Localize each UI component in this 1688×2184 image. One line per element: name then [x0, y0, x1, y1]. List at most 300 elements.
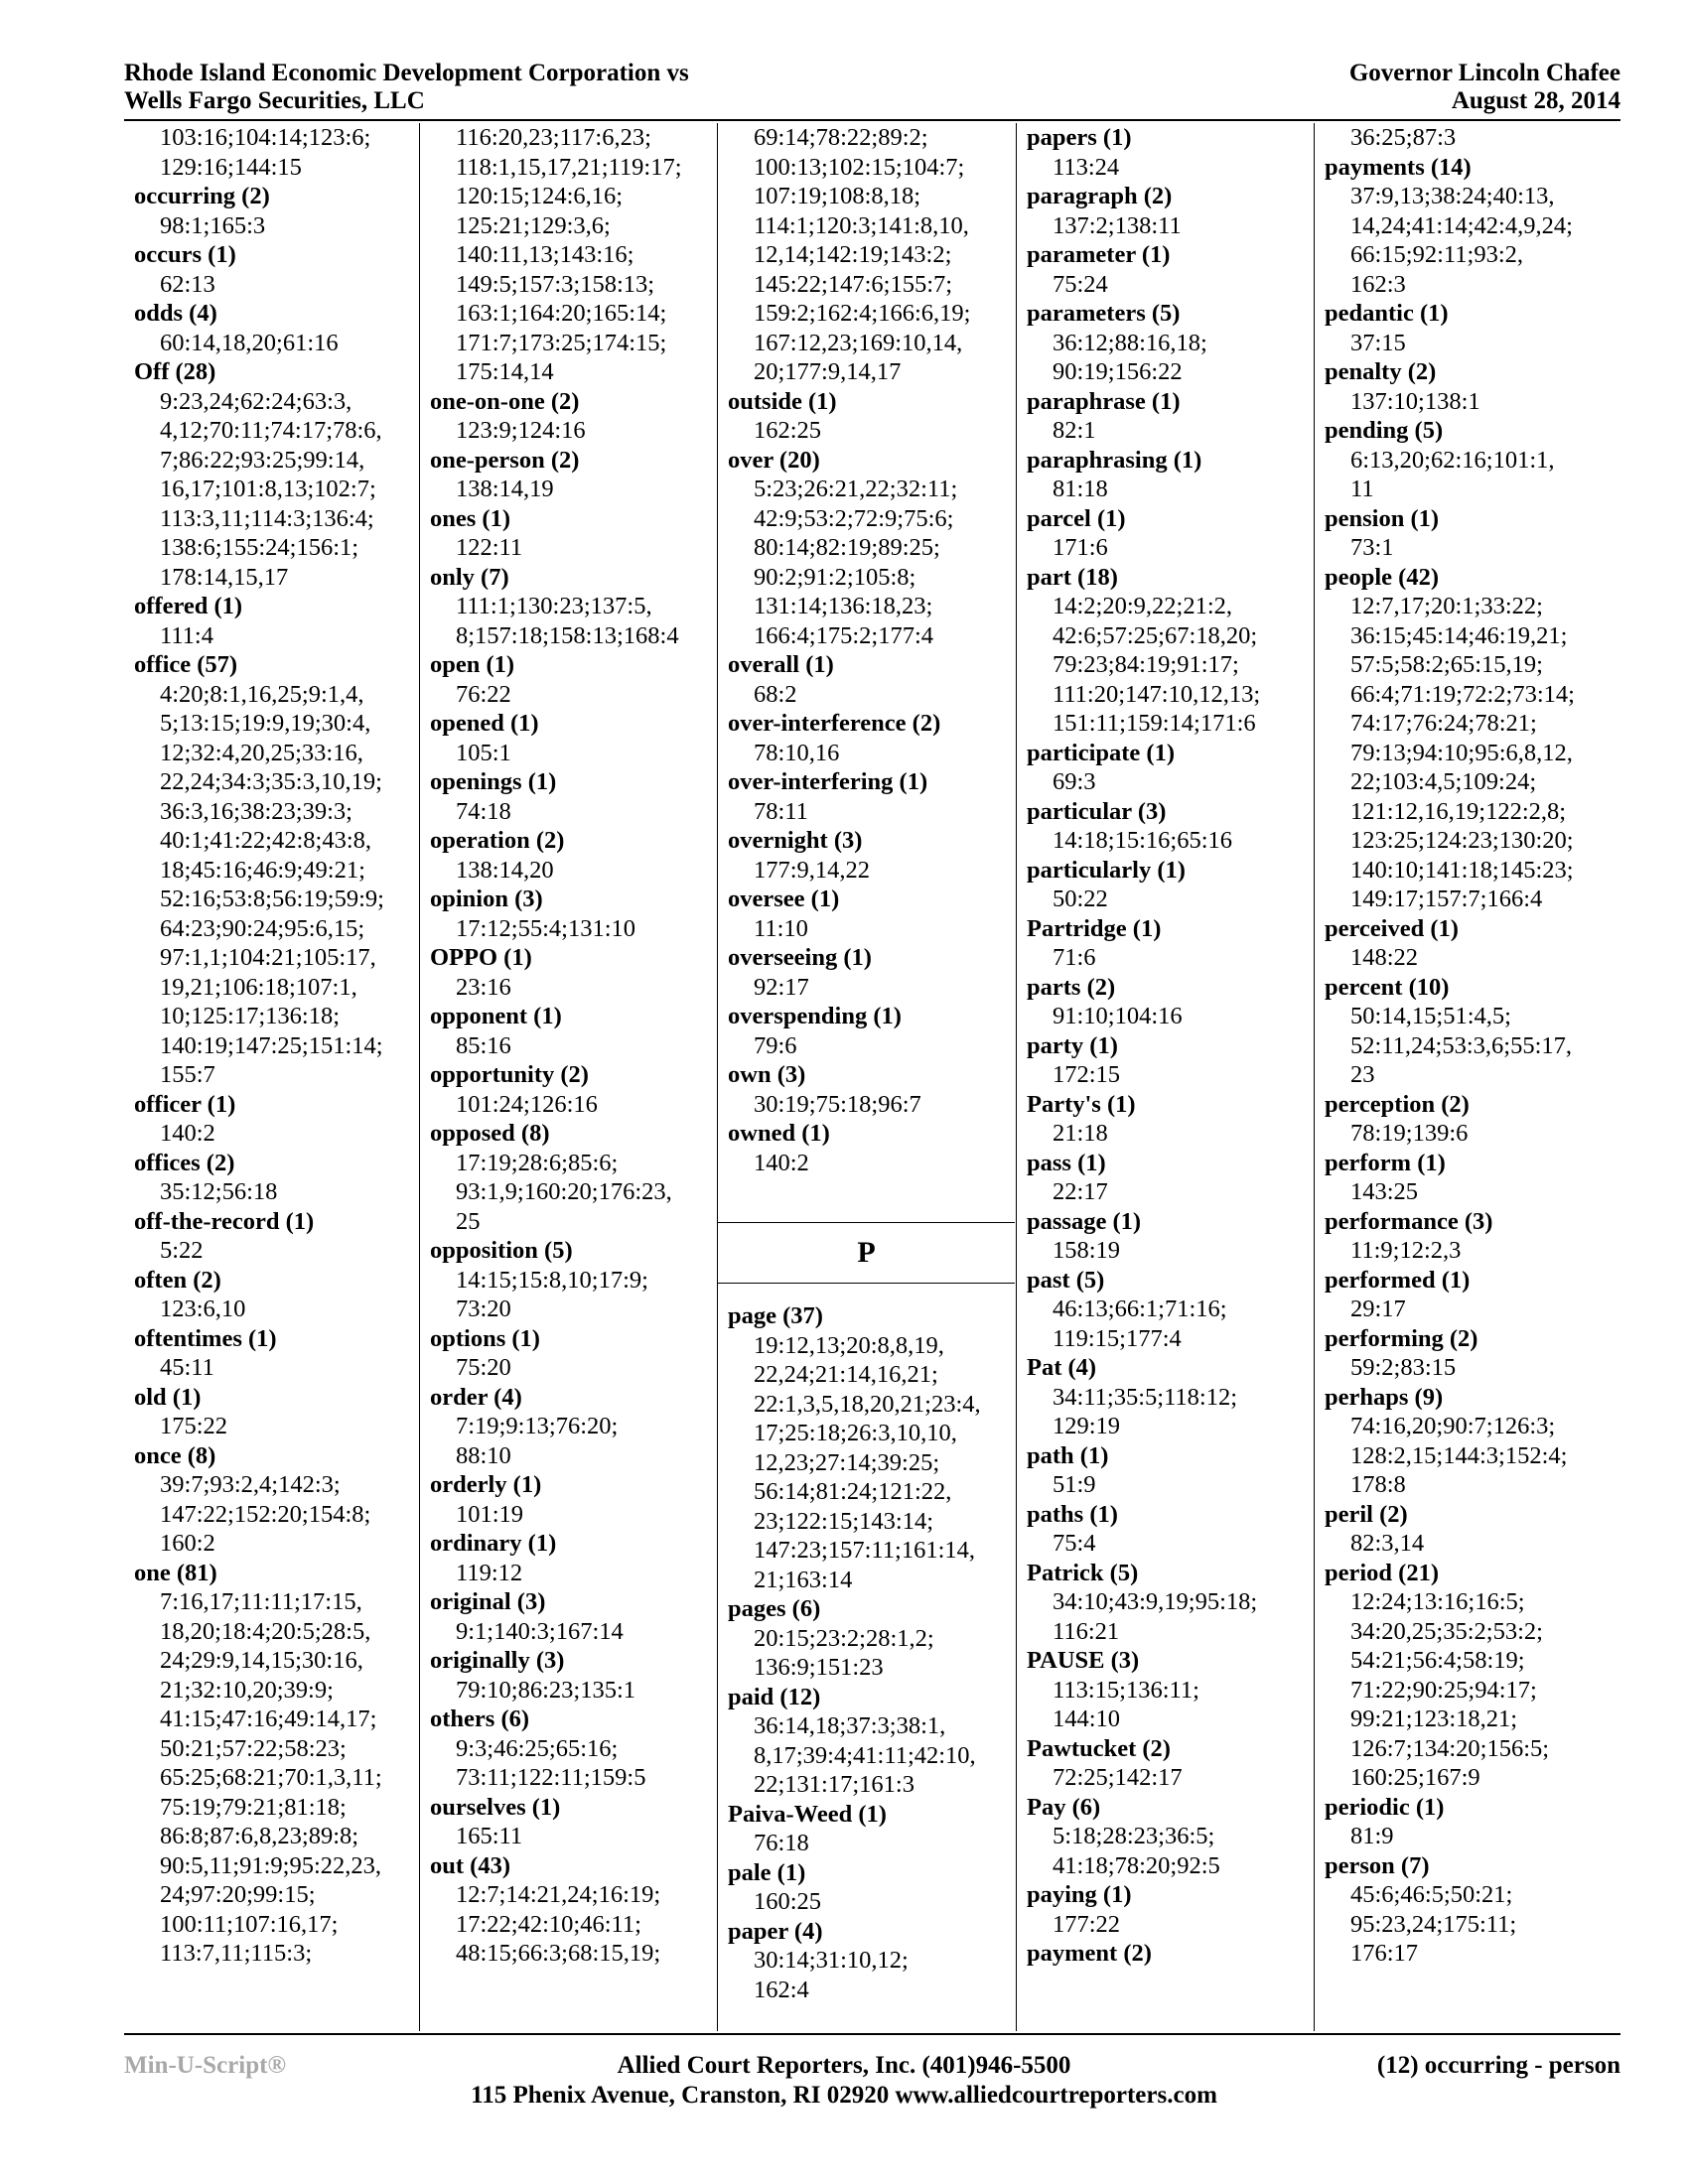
page-line-refs: 81:9 — [1350, 1823, 1394, 1849]
index-term: one-person (2) — [430, 446, 580, 474]
index-term: papers (1) — [1027, 124, 1132, 151]
index-term: penalty (2) — [1325, 358, 1437, 385]
page-line-refs: 36:14,18;37:3;38:1, — [754, 1712, 946, 1739]
page-line-refs: 100:11;107:16,17; — [160, 1910, 339, 1938]
page-line-refs: 14:15;15:8,10;17:9; — [456, 1266, 648, 1294]
index-term: order (4) — [430, 1383, 522, 1411]
index-term: pending (5) — [1325, 417, 1444, 444]
index-term: opened (1) — [430, 710, 539, 737]
page-line-refs: 76:18 — [754, 1830, 809, 1856]
page-line-refs: 111:4 — [160, 621, 213, 649]
page-line-refs: 57:5;58:2;65:15,19; — [1350, 651, 1543, 678]
page-line-refs: 123:6,10 — [160, 1296, 246, 1322]
page-line-refs: 121:12,16,19;122:2,8; — [1350, 797, 1567, 825]
page-line-refs: 159:2;162:4;166:6,19; — [754, 300, 971, 327]
page-line-refs: 24;29:9,14,15;30:16, — [160, 1647, 363, 1674]
page-line-refs: 79:13;94:10;95:6,8,12, — [1350, 739, 1573, 766]
page-line-refs: 101:19 — [456, 1500, 524, 1528]
page-line-refs: 76:22 — [456, 680, 511, 708]
index-term: Pay (6) — [1027, 1793, 1101, 1821]
index-term: pass (1) — [1027, 1149, 1106, 1176]
page-line-refs: 30:19;75:18;96:7 — [754, 1090, 921, 1118]
index-term: originally (3) — [430, 1647, 565, 1674]
index-column-5 — [1315, 123, 1620, 2031]
page-line-refs: 166:4;175:2;177:4 — [754, 621, 934, 649]
page-line-refs: 147:23;157:11;161:14, — [754, 1537, 976, 1564]
page-line-refs: 42:9;53:2;72:9;75:6; — [754, 504, 954, 532]
page-line-refs: 113:7,11;115:3; — [160, 1940, 313, 1967]
index-term: own (3) — [728, 1061, 806, 1088]
page-line-refs: 36:3,16;38:23;39:3; — [160, 797, 352, 825]
index-term: outside (1) — [728, 387, 837, 415]
page-line-refs: 37:9,13;38:24;40:13, — [1350, 183, 1555, 209]
page-line-refs: 80:14;82:19;89:25; — [754, 534, 940, 561]
page-line-refs: 85:16 — [456, 1031, 511, 1059]
page-line-refs: 17:12;55:4;131:10 — [456, 914, 636, 942]
page-line-refs: 178:14,15,17 — [160, 563, 289, 591]
index-term: OPPO (1) — [430, 944, 532, 971]
page-line-refs: 17:19;28:6;85:6; — [456, 1149, 619, 1176]
index-term: over (20) — [728, 446, 820, 474]
index-term: owned (1) — [728, 1120, 830, 1147]
page-line-refs: 111:1;130:23;137:5, — [456, 593, 652, 619]
page-line-refs: 113:3,11;114:3;136:4; — [160, 504, 374, 532]
page-line-refs: 122:11 — [456, 534, 523, 561]
page-line-refs: 162:3 — [1350, 270, 1406, 298]
page-line-refs: 5:18;28:23;36:5; — [1053, 1823, 1215, 1849]
page-line-refs: 75:19;79:21;81:18; — [160, 1793, 347, 1821]
page-line-refs: 22,24;34:3;35:3,10,19; — [160, 768, 382, 795]
index-column-3 — [718, 123, 1015, 2031]
page-line-refs: 34:20,25;35:2;53:2; — [1350, 1617, 1543, 1645]
index-term: opportunity (2) — [430, 1061, 589, 1088]
page-line-refs: 75:24 — [1053, 270, 1108, 298]
index-term: occurs (1) — [134, 241, 236, 268]
page-line-refs: 5:22 — [160, 1237, 204, 1264]
index-term: occurring (2) — [134, 183, 270, 209]
page-line-refs: 8,17;39:4;41:11;42:10, — [754, 1741, 976, 1769]
page-line-refs: 99:21;123:18,21; — [1350, 1706, 1518, 1732]
index-term: particularly (1) — [1027, 856, 1186, 884]
page-line-refs: 9:1;140:3;167:14 — [456, 1617, 624, 1645]
page-line-refs: 52:11,24;53:3,6;55:17, — [1350, 1031, 1573, 1059]
page-line-refs: 105:1 — [456, 739, 511, 766]
index-column-1 — [124, 123, 418, 2031]
page-line-refs: 116:21 — [1053, 1617, 1120, 1645]
index-term: periodic (1) — [1325, 1793, 1445, 1821]
page-line-refs: 74:17;76:24;78:21; — [1350, 710, 1537, 737]
page-line-refs: 123:25;124:23;130:20; — [1350, 827, 1574, 854]
page-line-refs: 65:25;68:21;70:1,3,11; — [160, 1764, 382, 1791]
page-line-refs: 140:19;147:25;151:14; — [160, 1031, 383, 1059]
page-line-refs: 149:17;157:7;166:4 — [1350, 886, 1543, 912]
index-term: overspending (1) — [728, 1003, 902, 1029]
page-line-refs: 119:12 — [456, 1559, 523, 1586]
index-term: off-the-record (1) — [134, 1207, 315, 1235]
page-line-refs: 14:2;20:9,22;21:2, — [1053, 593, 1233, 619]
page-line-refs: 8;157:18;158:13;168:4 — [456, 621, 679, 649]
page-line-refs: 175:14,14 — [456, 358, 554, 385]
index-term: period (21) — [1325, 1559, 1439, 1586]
index-term: Partridge (1) — [1027, 914, 1162, 942]
index-term: officer (1) — [134, 1090, 236, 1118]
page-line-refs: 172:15 — [1053, 1061, 1121, 1088]
page-line-refs: 7;86:22;93:25;99:14, — [160, 446, 365, 474]
page-line-refs: 7:16,17;11:11;17:15, — [160, 1588, 362, 1615]
page-line-refs: 45:6;46:5;50:21; — [1350, 1881, 1513, 1908]
page-line-refs: 4,12;70:11;74:17;78:6, — [160, 417, 382, 444]
page-line-refs: 51:9 — [1053, 1471, 1096, 1498]
header-rule — [124, 119, 1620, 121]
index-term: people (42) — [1325, 563, 1439, 591]
page-line-refs: 22;131:17;161:3 — [754, 1771, 914, 1798]
page-line-refs: 177:22 — [1053, 1910, 1121, 1938]
page-line-refs: 131:14;136:18,23; — [754, 593, 933, 619]
page-line-refs: 82:1 — [1053, 417, 1096, 444]
page-line-refs: 171:6 — [1053, 534, 1108, 561]
footer-rule — [124, 2033, 1620, 2035]
page-line-refs: 39:7;93:2,4;142:3; — [160, 1471, 341, 1498]
page-line-refs: 66:15;92:11;93:2, — [1350, 241, 1524, 268]
page-line-refs: 68:2 — [754, 680, 797, 708]
page-line-refs: 20;177:9,14,17 — [754, 358, 902, 385]
case-caption — [124, 60, 689, 115]
page-line-refs: 92:17 — [754, 973, 809, 1001]
page-line-refs: 36:15;45:14;46:19,21; — [1350, 621, 1568, 649]
deponent-name: Governor Lincoln Chafee — [1348, 60, 1620, 86]
reporter-name-phone: Allied Court Reporters, Inc. (401)946-5500 — [617, 2052, 1071, 2079]
page-line-refs: 12:7;14:21,24;16:19; — [456, 1881, 661, 1908]
page-line-refs: 23;122:15;143:14; — [754, 1507, 934, 1535]
index-term: payment (2) — [1027, 1940, 1152, 1967]
page-line-refs: 163:1;164:20;165:14; — [456, 300, 667, 327]
page-line-refs: 81:18 — [1053, 476, 1108, 502]
page-line-refs: 93:1,9;160:20;176:23, — [456, 1178, 672, 1205]
deposition-date: August 28, 2014 — [1451, 87, 1620, 114]
page-line-refs: 45:11 — [160, 1354, 214, 1381]
page-line-refs: 21;163:14 — [754, 1566, 853, 1593]
index-term: out (43) — [430, 1851, 510, 1879]
page-line-refs: 72:25;142:17 — [1053, 1764, 1183, 1791]
page-line-refs: 36:25;87:3 — [1350, 124, 1457, 151]
page-line-refs: 74:16,20;90:7;126:3; — [1350, 1413, 1556, 1439]
page-line-refs: 97:1,1;104:21;105:17, — [160, 944, 376, 971]
index-term: odds (4) — [134, 300, 217, 327]
index-term: perception (2) — [1325, 1090, 1470, 1118]
page-line-refs: 41:15;47:16;49:14,17; — [160, 1706, 377, 1732]
page-line-refs: 162:25 — [754, 417, 822, 444]
page-line-refs: 147:22;152:20;154:8; — [160, 1500, 371, 1528]
index-term: over-interference (2) — [728, 710, 941, 737]
reporter-info — [298, 2051, 1390, 2111]
page-line-refs: 21;32:10,20;39:9; — [160, 1676, 334, 1704]
deponent-caption — [1349, 60, 1620, 115]
index-term: orderly (1) — [430, 1471, 542, 1498]
page-line-refs: 78:19;139:6 — [1350, 1120, 1469, 1147]
page-range: (12) occurring - person — [1376, 2052, 1620, 2079]
index-term: operation (2) — [430, 827, 565, 854]
page-line-refs: 20:15;23:2;28:1,2; — [754, 1624, 934, 1652]
page-line-refs: 78:10,16 — [754, 739, 840, 766]
page-line-refs: 29:17 — [1350, 1296, 1406, 1322]
page-line-refs: 73:20 — [456, 1296, 511, 1322]
page-line-refs: 11:9;12:2,3 — [1350, 1237, 1462, 1264]
page-line-refs: 149:5;157:3;158:13; — [456, 270, 655, 298]
page-line-refs: 151:11;159:14;171:6 — [1053, 710, 1256, 737]
page-line-refs: 129:19 — [1053, 1413, 1121, 1439]
page-line-refs: 12:7,17;20:1;33:22; — [1350, 593, 1543, 619]
page-line-refs: 34:10;43:9,19;95:18; — [1053, 1588, 1258, 1615]
index-term: perceived (1) — [1325, 914, 1459, 942]
page-line-refs: 50:21;57:22;58:23; — [160, 1734, 347, 1762]
page-line-refs: 66:4;71:19;72:2;73:14; — [1350, 680, 1575, 708]
column-3-bottom-entries — [718, 1301, 1015, 2004]
page-line-refs: 12:24;13:16;16:5; — [1350, 1588, 1525, 1615]
index-term: payments (14) — [1325, 153, 1472, 181]
page-line-refs: 9:23,24;62:24;63:3, — [160, 387, 352, 415]
index-term: paraphrasing (1) — [1027, 446, 1202, 474]
page-line-refs: 50:22 — [1053, 886, 1108, 912]
index-term: peril (2) — [1325, 1500, 1408, 1528]
page-line-refs: 23 — [1350, 1061, 1375, 1088]
page-line-refs: 5;13:15;19:9,19;30:4, — [160, 710, 371, 737]
page-line-refs: 56:14;81:24;121:22, — [754, 1478, 952, 1505]
index-term: Patrick (5) — [1027, 1559, 1139, 1586]
page-line-refs: 165:11 — [456, 1823, 523, 1849]
page-line-refs: 17:22;42:10;46:11; — [456, 1910, 641, 1938]
index-term: paragraph (2) — [1027, 183, 1173, 209]
index-term: paraphrase (1) — [1027, 387, 1181, 415]
page-line-refs: 119:15;177:4 — [1053, 1324, 1182, 1352]
page-line-refs: 140:10;141:18;145:23; — [1350, 856, 1574, 884]
page-line-refs: 36:12;88:16,18; — [1053, 329, 1207, 356]
page-line-refs: 18,20;18:4;20:5;28:5, — [160, 1617, 371, 1645]
page-line-refs: 82:3,14 — [1350, 1530, 1425, 1557]
page-line-refs: 90:5,11;91:9;95:22,23, — [160, 1851, 382, 1879]
page-line-refs: 37:15 — [1350, 329, 1406, 356]
page-line-refs: 24;97:20;99:15; — [160, 1881, 316, 1908]
index-term: opposition (5) — [430, 1237, 573, 1264]
case-title-line-1: Rhode Island Economic Development Corporation vs — [124, 60, 689, 86]
index-column-4 — [1017, 123, 1313, 2031]
index-term: participate (1) — [1027, 739, 1175, 766]
page-line-refs: 23:16 — [456, 973, 511, 1001]
index-term: perform (1) — [1325, 1149, 1446, 1176]
index-term: percent (10) — [1325, 973, 1450, 1001]
page-line-refs: 30:14;31:10,12; — [754, 1947, 909, 1974]
page-line-refs: 48:15;66:3;68:15,19; — [456, 1940, 661, 1967]
index-term: overseeing (1) — [728, 944, 872, 971]
page-line-refs: 75:20 — [456, 1354, 511, 1381]
page-line-refs: 21:18 — [1053, 1120, 1108, 1147]
index-term: page (37) — [728, 1302, 823, 1329]
index-term: Pat (4) — [1027, 1354, 1097, 1381]
page-line-refs: 178:8 — [1350, 1471, 1406, 1498]
index-term: paper (4) — [728, 1917, 823, 1945]
page-line-refs: 50:14,15;51:4,5; — [1350, 1003, 1511, 1029]
page-line-refs: 54:21;56:4;58:19; — [1350, 1647, 1525, 1674]
index-term: path (1) — [1027, 1441, 1109, 1469]
index-term: one-on-one (2) — [430, 387, 580, 415]
page-line-refs: 16,17;101:8,13;102:7; — [160, 476, 376, 502]
page-line-refs: 34:11;35:5;118:12; — [1053, 1383, 1238, 1411]
page-line-refs: 79:23;84:19;91:17; — [1053, 651, 1239, 678]
page-line-refs: 78:11 — [754, 797, 808, 825]
reporter-address: 115 Phenix Avenue, Cranston, RI 02920 www.alliedcourtreporters.com — [471, 2082, 1217, 2109]
page-line-refs: 177:9,14,22 — [754, 856, 871, 884]
page-line-refs: 22:17 — [1053, 1178, 1108, 1205]
page-line-refs: 73:1 — [1350, 534, 1394, 561]
index-term: offered (1) — [134, 593, 243, 619]
page-line-refs: 160:25;167:9 — [1350, 1764, 1480, 1791]
page-line-refs: 116:20,23;117:6,23; — [456, 124, 651, 151]
page-line-refs: 17;25:18;26:3,10,10, — [754, 1420, 957, 1446]
page-line-refs: 40:1;41:22;42:8;43:8, — [160, 827, 372, 854]
page-line-refs: 128:2,15;144:3;152:4; — [1350, 1441, 1568, 1469]
index-term: options (1) — [430, 1324, 540, 1352]
word-index — [124, 123, 1620, 2031]
page-line-refs: 62:13 — [160, 270, 215, 298]
page-line-refs: 176:17 — [1350, 1940, 1419, 1967]
page-line-refs: 18;45:16;46:9;49:21; — [160, 856, 365, 884]
page-line-refs: 98:1;165:3 — [160, 211, 266, 239]
index-term: office (57) — [134, 651, 238, 678]
page-line-refs: 138:6;155:24;156:1; — [160, 534, 359, 561]
page-line-refs: 12,14;142:19;143:2; — [754, 241, 952, 268]
index-term: paths (1) — [1027, 1500, 1118, 1528]
index-term: passage (1) — [1027, 1207, 1142, 1235]
page-line-refs: 114:1;120:3;141:8,10, — [754, 211, 969, 239]
page-line-refs: 111:20;147:10,12,13; — [1053, 680, 1261, 708]
index-column-2 — [420, 123, 716, 2031]
page-line-refs: 90:19;156:22 — [1053, 358, 1183, 385]
index-term: past (5) — [1027, 1266, 1105, 1294]
page-line-refs: 79:6 — [754, 1031, 797, 1059]
index-term: performance (3) — [1325, 1207, 1493, 1235]
index-term: old (1) — [134, 1383, 202, 1411]
page-line-refs: 138:14,20 — [456, 856, 554, 884]
page-line-refs: 155:7 — [160, 1061, 215, 1088]
page-line-refs: 144:10 — [1053, 1706, 1121, 1732]
page-line-refs: 123:9;124:16 — [456, 417, 586, 444]
page-line-refs: 160:2 — [160, 1530, 215, 1557]
page-line-refs: 60:14,18,20;61:16 — [160, 329, 339, 356]
index-term: particular (3) — [1027, 797, 1167, 825]
page-line-refs: 71:6 — [1053, 944, 1096, 971]
page-line-refs: 22,24;21:14,16,21; — [754, 1361, 938, 1388]
page-line-refs: 42:6;57:25;67:18,20; — [1053, 621, 1258, 649]
page-line-refs: 167:12,23;169:10,14, — [754, 329, 963, 356]
page-line-refs: 12,23;27:14;39:25; — [754, 1448, 940, 1476]
page-line-refs: 4:20;8:1,16,25;9:1,4, — [160, 680, 364, 708]
page-line-refs: 143:25 — [1350, 1178, 1419, 1205]
index-term: PAUSE (3) — [1027, 1647, 1140, 1674]
index-term: oversee (1) — [728, 886, 840, 912]
page-line-refs: 138:14,19 — [456, 476, 554, 502]
column-3-top-entries — [718, 123, 1015, 1177]
index-term: Off (28) — [134, 358, 216, 385]
page-line-refs: 118:1,15,17,21;119:17; — [456, 153, 682, 181]
index-term: offices (2) — [134, 1149, 235, 1176]
index-term: once (8) — [134, 1441, 216, 1469]
index-term: openings (1) — [430, 768, 557, 795]
index-term: Party's (1) — [1027, 1090, 1136, 1118]
page-line-refs: 7:19;9:13;76:20; — [456, 1413, 619, 1439]
index-term: original (3) — [430, 1588, 546, 1615]
page-line-refs: 35:12;56:18 — [160, 1178, 278, 1205]
page-line-refs: 91:10;104:16 — [1053, 1003, 1183, 1029]
page-line-refs: 136:9;151:23 — [754, 1654, 884, 1681]
page-line-refs: 140:2 — [754, 1149, 809, 1176]
page-line-refs: 162:4 — [754, 1976, 809, 2003]
index-term: opponent (1) — [430, 1003, 562, 1029]
page-line-refs: 145:22;147:6;155:7; — [754, 270, 953, 298]
index-term: parameters (5) — [1027, 300, 1181, 327]
index-term: ones (1) — [430, 504, 510, 532]
page-line-refs: 171:7;173:25;174:15; — [456, 329, 667, 356]
page-line-refs: 103:16;104:14;123:6; — [160, 124, 371, 151]
index-term: Pawtucket (2) — [1027, 1734, 1171, 1762]
index-term: parameter (1) — [1027, 241, 1171, 268]
index-term: others (6) — [430, 1706, 530, 1732]
page-line-refs: 10;125:17;136:18; — [160, 1003, 341, 1029]
page-line-refs: 41:18;78:20;92:5 — [1053, 1851, 1220, 1879]
index-term: open (1) — [430, 651, 515, 678]
index-term: party (1) — [1027, 1031, 1118, 1059]
page-line-refs: 19:12,13;20:8,8,19, — [754, 1331, 944, 1359]
page-line-refs: 100:13;102:15;104:7; — [754, 153, 965, 181]
index-term: part (18) — [1027, 563, 1118, 591]
index-term: paying (1) — [1027, 1881, 1132, 1908]
index-term: ourselves (1) — [430, 1793, 561, 1821]
index-term: pension (1) — [1325, 504, 1440, 532]
page-line-refs: 126:7;134:20;156:5; — [1350, 1734, 1550, 1762]
index-term: paid (12) — [728, 1683, 821, 1710]
page-line-refs: 90:2;91:2;105:8; — [754, 563, 916, 591]
page-line-refs: 11:10 — [754, 914, 808, 942]
index-term: pale (1) — [728, 1858, 806, 1886]
page-line-refs: 9:3;46:25;65:16; — [456, 1734, 619, 1762]
page-line-refs: 107:19;108:8,18; — [754, 183, 921, 209]
page-line-refs: 69:3 — [1053, 768, 1096, 795]
index-term: performing (2) — [1325, 1324, 1478, 1352]
page-line-refs: 25 — [456, 1207, 481, 1235]
min-u-script-brand: Min-U-Script® — [124, 2052, 287, 2079]
page-line-refs: 160:25 — [754, 1888, 822, 1915]
page-line-refs: 137:10;138:1 — [1350, 387, 1480, 415]
page-line-refs: 11 — [1350, 476, 1374, 502]
page-line-refs: 14,24;41:14;42:4,9,24; — [1350, 211, 1573, 239]
page-line-refs: 158:19 — [1053, 1237, 1121, 1264]
page-line-refs: 175:22 — [160, 1413, 228, 1439]
index-term: Paiva-Weed (1) — [728, 1800, 887, 1828]
page-line-refs: 101:24;126:16 — [456, 1090, 598, 1118]
page-line-refs: 19,21;106:18;107:1, — [160, 973, 357, 1001]
page-line-refs: 148:22 — [1350, 944, 1419, 971]
index-term: opposed (8) — [430, 1120, 550, 1147]
index-term: one (81) — [134, 1559, 217, 1586]
index-term: performed (1) — [1325, 1266, 1471, 1294]
index-term: over-interfering (1) — [728, 768, 928, 795]
page-line-refs: 74:18 — [456, 797, 511, 825]
page-line-refs: 52:16;53:8;56:19;59:9; — [160, 886, 384, 912]
page-line-refs: 129:16;144:15 — [160, 153, 302, 181]
page-line-refs: 140:11,13;143:16; — [456, 241, 634, 268]
index-term: only (7) — [430, 563, 509, 591]
page-line-refs: 95:23,24;175:11; — [1350, 1910, 1517, 1938]
page-line-refs: 69:14;78:22;89:2; — [754, 124, 928, 151]
page-line-refs: 6:13,20;62:16;101:1, — [1350, 446, 1555, 474]
